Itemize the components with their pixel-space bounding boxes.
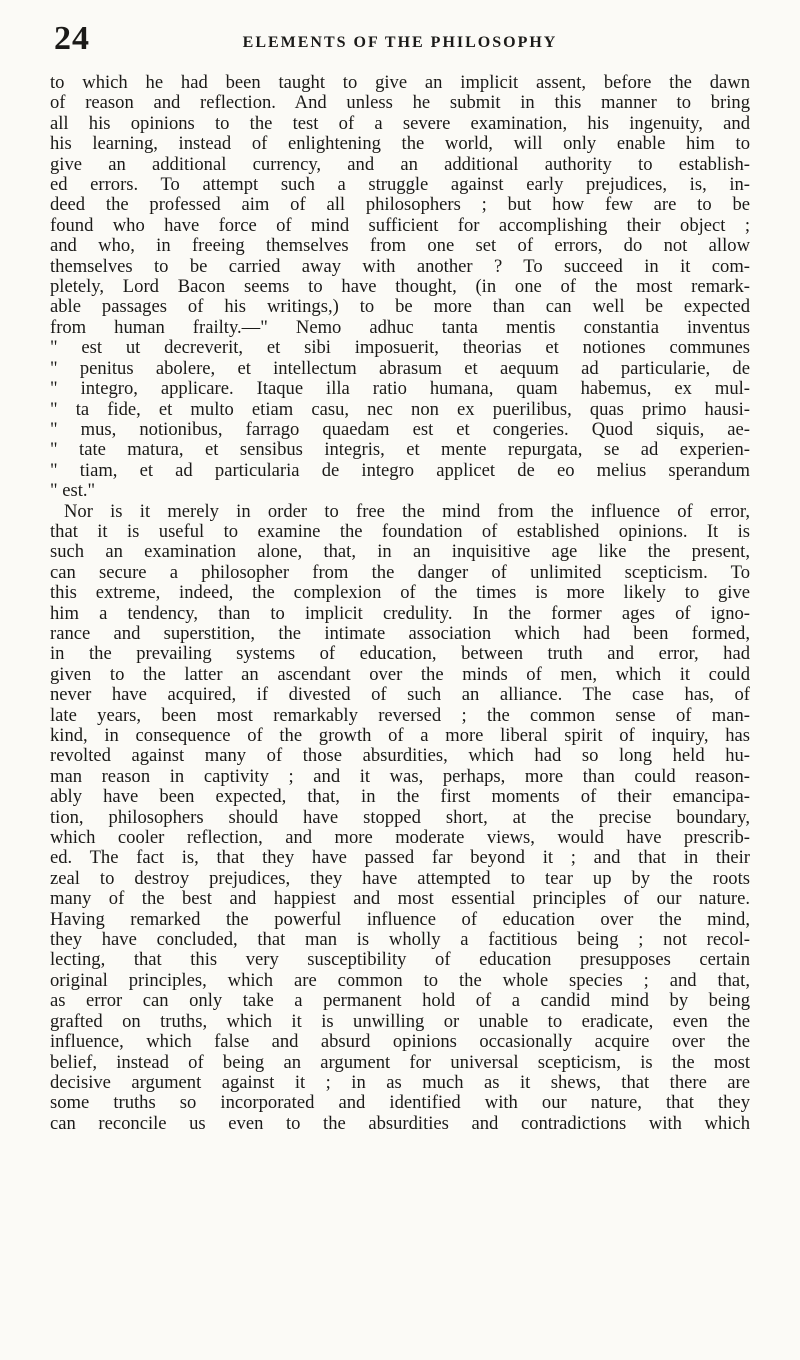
text-line: late years, been most remarkably reversed ; the common sense of man- xyxy=(50,705,750,726)
text-line: able passages of his writings,) to be more than can well be expected xyxy=(50,297,750,318)
text-line: that it is useful to examine the foundation of established opinions. It is xyxy=(50,521,750,542)
text-line: " integro, applicare. Itaque illa ratio humana, quam habemus, ex mul- xyxy=(50,379,750,400)
running-title: ELEMENTS OF THE PHILOSOPHY xyxy=(242,34,558,51)
text-line: " tate matura, et sensibus integris, et mente repurgata, se ad experien- xyxy=(50,440,750,461)
text-line: can reconcile us even to the absurdities and contradictions with which xyxy=(50,1113,750,1134)
text-line: found who have force of mind sufficient for accomplishing their object ; xyxy=(50,215,750,236)
text-line: some truths so incorporated and identified with our nature, that they xyxy=(50,1093,750,1114)
text-line: zeal to destroy prejudices, they have attempted to tear up by the roots xyxy=(50,868,750,889)
text-line: themselves to be carried away with another ? To succeed in it com- xyxy=(50,256,750,277)
text-line: and who, in freeing themselves from one set of errors, do not allow xyxy=(50,236,750,257)
text-line: revolted against many of those absurdities, which had so long held hu- xyxy=(50,746,750,767)
text-line: as error can only take a permanent hold of a candid mind by being xyxy=(50,991,750,1012)
page-number: 24 xyxy=(54,20,90,57)
text-line: man reason in captivity ; and it was, perhaps, more than could reason- xyxy=(50,766,750,787)
text-line: all his opinions to the test of a severe examination, his ingenuity, and xyxy=(50,113,750,134)
body-text xyxy=(50,73,750,1134)
text-line: " mus, notionibus, farrago quaedam est et congeries. Quod siquis, ae- xyxy=(50,419,750,440)
text-line: " est ut decreverit, et sibi imposuerit, theorias et notiones communes xyxy=(50,338,750,359)
text-line: in the prevailing systems of education, between truth and error, had xyxy=(50,644,750,665)
text-line: him a tendency, than to implicit credulity. In the former ages of igno- xyxy=(50,603,750,624)
text-line: given to the latter an ascendant over the minds of men, which it could xyxy=(50,664,750,685)
text-line: Nor is it merely in order to free the mind from the influence of error, xyxy=(64,501,750,522)
text-line: " ta fide, et multo etiam casu, nec non ex puerilibus, quas primo hausi- xyxy=(50,399,750,420)
text-line: this extreme, indeed, the complexion of the times is more likely to give xyxy=(50,583,750,604)
text-line: " penitus abolere, et intellectum abrasum et aequum ad particularie, de xyxy=(50,358,750,379)
text-line: " est." xyxy=(50,481,96,502)
text-line: never have acquired, if divested of such an alliance. The case has, of xyxy=(50,685,750,706)
text-line: pletely, Lord Bacon seems to have thought, (in one of the most remark- xyxy=(50,277,750,298)
text-line: decisive argument against it ; in as much as it shews, that there are xyxy=(50,1072,750,1093)
text-line: ed. The fact is, that they have passed far beyond it ; and that in their xyxy=(50,848,750,869)
page-header xyxy=(38,20,762,60)
text-line: which cooler reflection, and more moderate views, would have prescrib- xyxy=(50,828,750,849)
text-line: ably have been expected, that, in the first moments of their emancipa- xyxy=(50,787,750,808)
text-line: tion, philosophers should have stopped short, at the precise boundary, xyxy=(50,807,750,828)
text-line: influence, which false and absurd opinions occasionally acquire over the xyxy=(50,1032,750,1053)
text-line: give an additional currency, and an additional authority to establish- xyxy=(50,154,750,175)
text-line: rance and superstition, the intimate association which had been formed, xyxy=(50,623,750,644)
text-line: of reason and reflection. And unless he submit in this manner to bring xyxy=(50,93,750,114)
text-line: original principles, which are common to the whole species ; and that, xyxy=(50,970,750,991)
text-line: his learning, instead of enlightening the world, will only enable him to xyxy=(50,134,750,155)
text-line: lecting, that this very susceptibility of education presupposes certain xyxy=(50,950,750,971)
text-line: they have concluded, that man is wholly a factitious being ; not recol- xyxy=(50,930,750,951)
text-line: can secure a philosopher from the danger of unlimited scepticism. To xyxy=(50,562,750,583)
text-line: such an examination alone, that, in an inquisitive age like the present, xyxy=(50,542,750,563)
text-line: to which he had been taught to give an implicit assent, before the dawn xyxy=(50,73,750,93)
text-line: grafted on truths, which it is unwilling or unable to eradicate, even the xyxy=(50,1011,750,1032)
text-line: many of the best and happiest and most essential principles of our nature. xyxy=(50,889,750,910)
text-line: from human frailty.—" Nemo adhuc tanta mentis constantia inventus xyxy=(50,317,750,338)
text-line: Having remarked the powerful influence of education over the mind, xyxy=(50,909,750,930)
text-line: " tiam, et ad particularia de integro applicet de eo melius sperandum xyxy=(50,460,750,481)
text-line: belief, instead of being an argument for universal scepticism, is the most xyxy=(50,1052,750,1073)
text-line: kind, in consequence of the growth of a more liberal spirit of inquiry, has xyxy=(50,726,750,746)
text-line: ed errors. To attempt such a struggle against early prejudices, is, in- xyxy=(50,175,750,196)
text-line: deed the professed aim of all philosophers ; but how few are to be xyxy=(50,195,750,216)
